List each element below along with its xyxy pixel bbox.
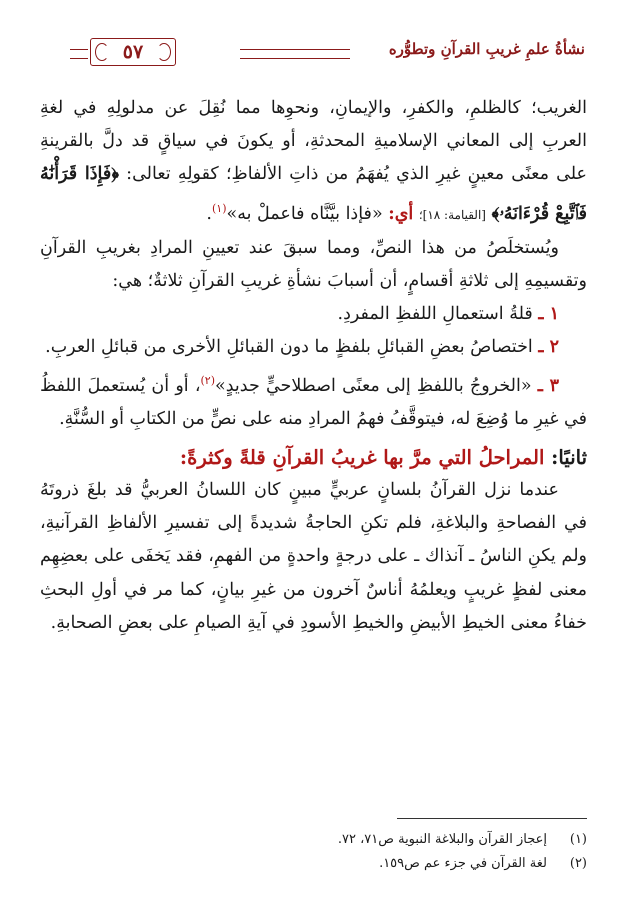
verse-reference: [القيامة: ١٨]؛ — [418, 207, 486, 222]
footnote-number: (٢) — [569, 856, 587, 871]
running-title: نشأةُ علمِ غريبِ القرآنِ وتطوُّره — [388, 40, 585, 58]
list-number: ١ ـ — [538, 304, 559, 325]
paragraph-2 — [40, 232, 587, 298]
footnote-divider — [397, 818, 587, 819]
footnote-text: لغة القرآن في جزء عم ص١٥٩. — [379, 856, 547, 871]
footnote — [60, 852, 587, 876]
page-number — [90, 38, 176, 66]
list-text: «الخروجُ باللفظِ إلى معنًى اصطلاحيٍّ جديدٍ» — [215, 376, 532, 397]
footnote-marker-1: (١) — [211, 201, 227, 215]
list-text-continued: ، أو أن يُستعملَ اللفظُ في غيرِ ما وُضِعَ له، فيتوقَّفُ فهمُ المرادِ منه على نصٍّ من الكتابِ أو السُّنَّةِ. — [40, 376, 587, 430]
section-title: المراحلُ التي مرَّ بها غريبُ القرآنِ قلةً وكثرةً: — [179, 445, 545, 469]
footnotes — [60, 828, 587, 876]
body-text — [40, 92, 587, 640]
paragraph-3 — [40, 474, 587, 640]
quran-verse: ﴿فَإِذَا قَرَأْنَٰهُ فَٱتَّبِعْ قُرْءَانَهُۥ﴾ — [40, 164, 587, 224]
list-number: ٣ ـ — [537, 376, 559, 397]
header-rule-left — [70, 49, 88, 59]
paragraph-1: الغريب؛ كالظلمِ، والكفرِ، والإيمانِ، ونحوِها مما نُقِلَ عن مدلولِهِ في لغةِ العربِ إلى المعاني الإسلاميةِ المحدثةِ، أو يكونَ في سياقٍ قد دلَّ بالقرينةِ على معنًى معينٍ غيرِ الذي يُفهَمُ من ذاتِ الألفاظِ؛ كقولِهِ تعالى: ﴿فَإِذَا قَرَأْنَٰهُ فَٱتَّبِعْ قُرْءَانَهُۥ﴾ [القيامة: ١٨]؛ أي: «فإذا بيَّنَّاه فاعملْ به»$^{(١)}$. — [40, 98, 587, 224]
paragraph-1-text: الغريب؛ كالظلمِ، والكفرِ، والإيمانِ، ونحوِها مما نُقِلَ عن مدلولِهِ في لغةِ العربِ إلى المعاني الإسلاميةِ المحدثةِ، أو يكونَ في سياقٍ قد دلَّ بالقرينةِ على معنًى معينٍ غيرِ الذي يُفهَمُ من ذاتِ الألفاظِ؛ كقولِهِ تعالى: — [40, 98, 587, 185]
footnote-text: إعجاز القرآن والبلاغة النبوية ص٧١، ٧٢. — [337, 832, 547, 847]
list-item — [40, 364, 587, 436]
page-number-text: ٥٧ — [122, 41, 144, 63]
running-header — [70, 36, 585, 70]
list-number: ٢ ـ — [538, 337, 559, 358]
header-rule — [240, 49, 350, 59]
footnote-marker-2: (٢) — [200, 374, 215, 388]
list-item — [40, 298, 587, 331]
list-text: قلةُ استعمالِ اللفظِ المفردِ. — [337, 304, 533, 325]
footnote — [60, 828, 587, 852]
ay-label: أي: — [388, 203, 414, 224]
paragraph-3-text: عندما نزل القرآنُ بلسانٍ عربيٍّ مبينٍ كان اللسانُ العربيُّ قد بلغَ ذروتَهُ في الفصاحةِ والبلاغةِ، فلم تكنِ الحاجةُ شديدةً إلى تفسيرِ الألفاظِ القرآنيةِ، ولم يكنِ الناسُ ـ آنذاك ـ على درجةٍ واحدةٍ من الفهمِ، فقد يَخفَى على بعضِهِم معنى لفظٍ غريبٍ ويعلمُهُ أناسٌ آخرون من غيرِ بيانٍ، كما مر في أولِ البحثِ خفاءُ معنى الخيطِ الأبيضِ والخيطِ الأسودِ في آيةِ الصيامِ على بعضِ الصحابةِ. — [40, 479, 587, 633]
ay-open-quote: « — [371, 203, 383, 224]
paragraph-2-text: ويُستخلَصُ من هذا النصِّ، ومما سبقَ عند تعيينِ المرادِ بغريبِ القرآنِ وتقسيمِهِ إلى ثلاثةِ أقسامٍ، أن أسبابَ نشأةِ غريبِ القرآنِ ثلاثةٌ؛ هي: — [40, 237, 587, 291]
ay-text: فإذا بيَّنَّاه فاعملْ به» — [226, 203, 372, 224]
section-heading — [40, 441, 587, 474]
list-text: اختصاصُ بعضِ القبائلِ بلفظٍ ما دون القبائلِ الأخرى من قبائلِ العربِ. — [45, 337, 533, 358]
footnote-number: (١) — [569, 832, 587, 847]
section-number: ثانيًا: — [551, 445, 587, 469]
list-item — [40, 331, 587, 364]
